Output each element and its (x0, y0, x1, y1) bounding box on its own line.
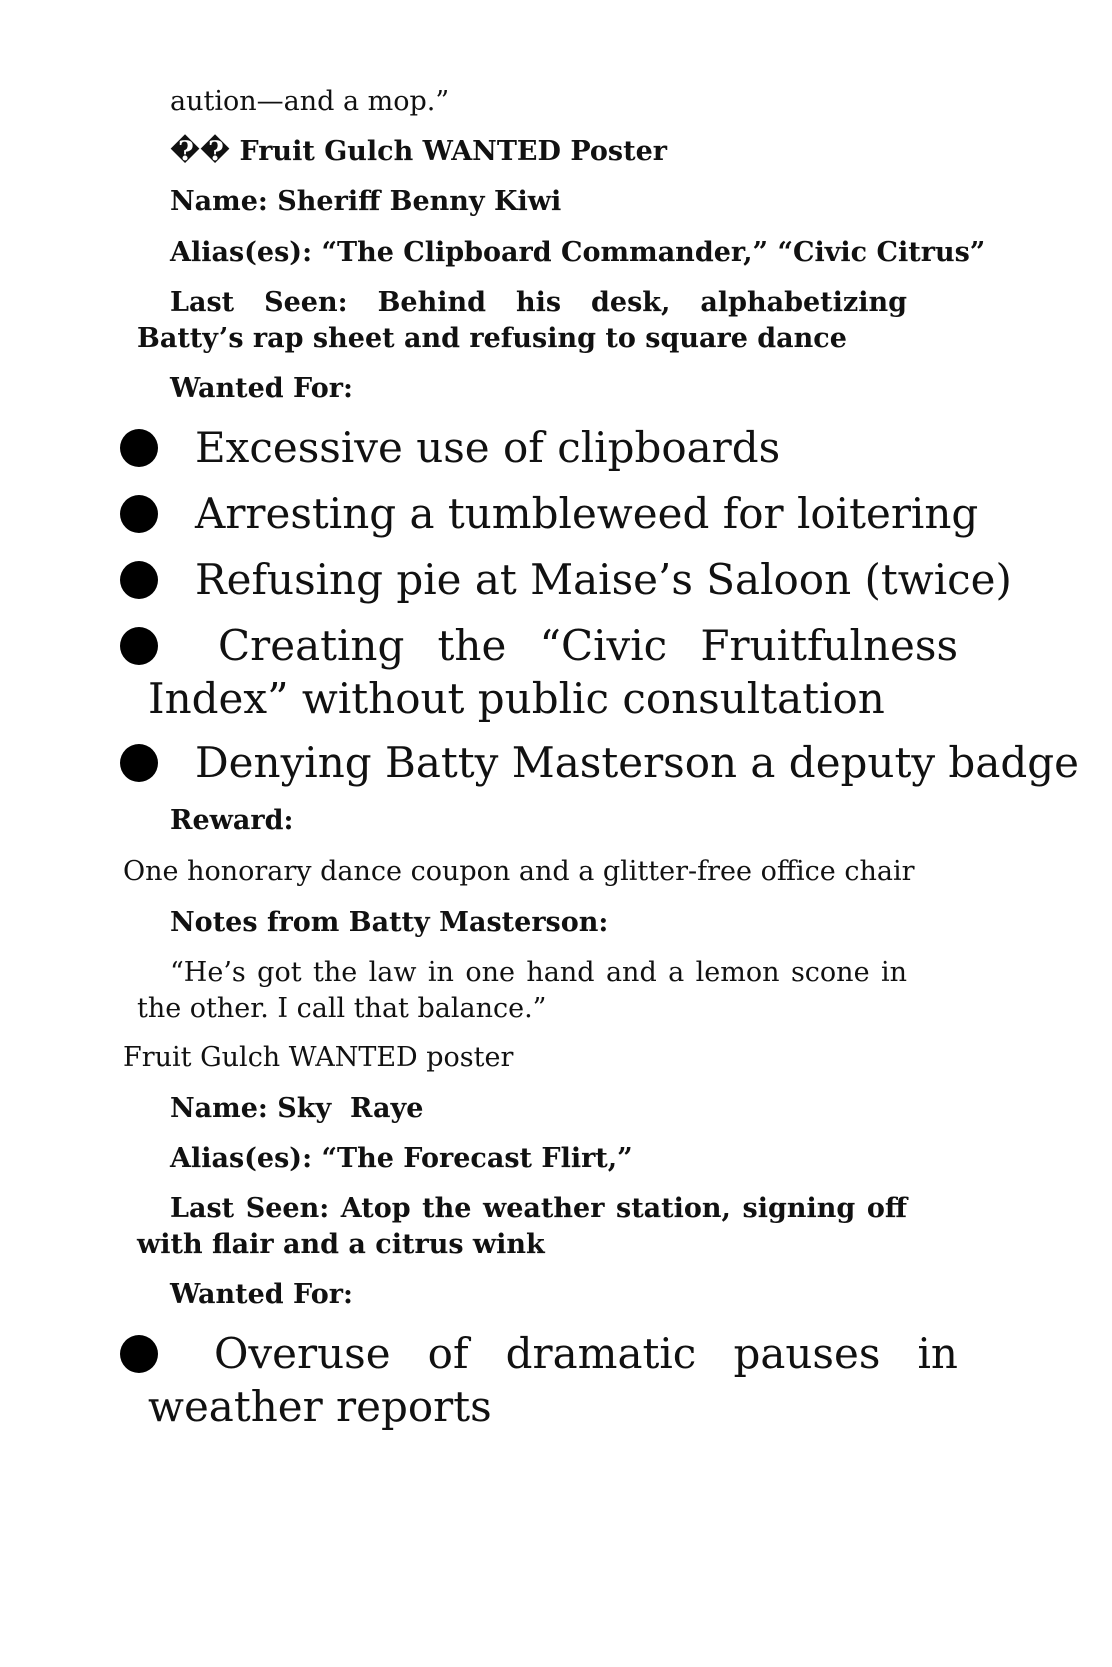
list-item-text: Creating the “Civic Fruitfulness Index” without public consultation (148, 621, 958, 723)
bullet-icon (120, 561, 158, 599)
poster-aliases: Alias(es): “The Clipboard Commander,” “Civic Citrus” (170, 237, 986, 268)
reward-text: One honorary dance coupon and a glitter-free office chair (123, 856, 915, 887)
poster-heading: Fruit Gulch WANTED poster (123, 1042, 514, 1073)
bullet-icon (120, 744, 158, 782)
list-item (120, 619, 1020, 725)
list-item-text: Arresting a tumbleweed for loitering (195, 489, 979, 538)
wanted-for-label: Wanted For: (170, 373, 353, 404)
list-item-text: Refusing pie at Maise’s Saloon (twice) (195, 555, 1012, 604)
bullet-icon (120, 495, 158, 533)
poster-last-seen: Last Seen: Behind his desk, alphabetizing Batty’s rap sheet and refusing to square dance (137, 287, 907, 354)
poster-name: Name: Sheriff Benny Kiwi (170, 186, 562, 217)
bullet-icon (120, 429, 158, 467)
list-item-text: Denying Batty Masterson a deputy badge (195, 738, 1079, 787)
wanted-for-label: Wanted For: (170, 1279, 353, 1310)
notes-label: Notes from Batty Masterson: (170, 907, 609, 938)
notes-text: “He’s got the law in one hand and a lemon scone in the other. I call that balance.” (137, 957, 907, 1024)
list-item (120, 487, 1020, 540)
list-item (120, 553, 1020, 606)
list-item (120, 1327, 1020, 1433)
list-item-text: Excessive use of clipboards (195, 423, 781, 472)
list-item (120, 736, 1079, 789)
list-item (120, 421, 1020, 474)
reward-label: Reward: (170, 805, 294, 836)
list-item-text: Overuse of dramatic pauses in weather reports (148, 1329, 958, 1431)
continued-text: aution—and a mop.” (170, 86, 450, 117)
poster-name: Name: Sky Raye (170, 1093, 424, 1124)
poster-heading: �� Fruit Gulch WANTED Poster (170, 136, 667, 167)
poster-last-seen: Last Seen: Atop the weather station, signing off with flair and a citrus wink (137, 1193, 907, 1260)
poster-aliases: Alias(es): “The Forecast Flirt,” (170, 1143, 633, 1174)
